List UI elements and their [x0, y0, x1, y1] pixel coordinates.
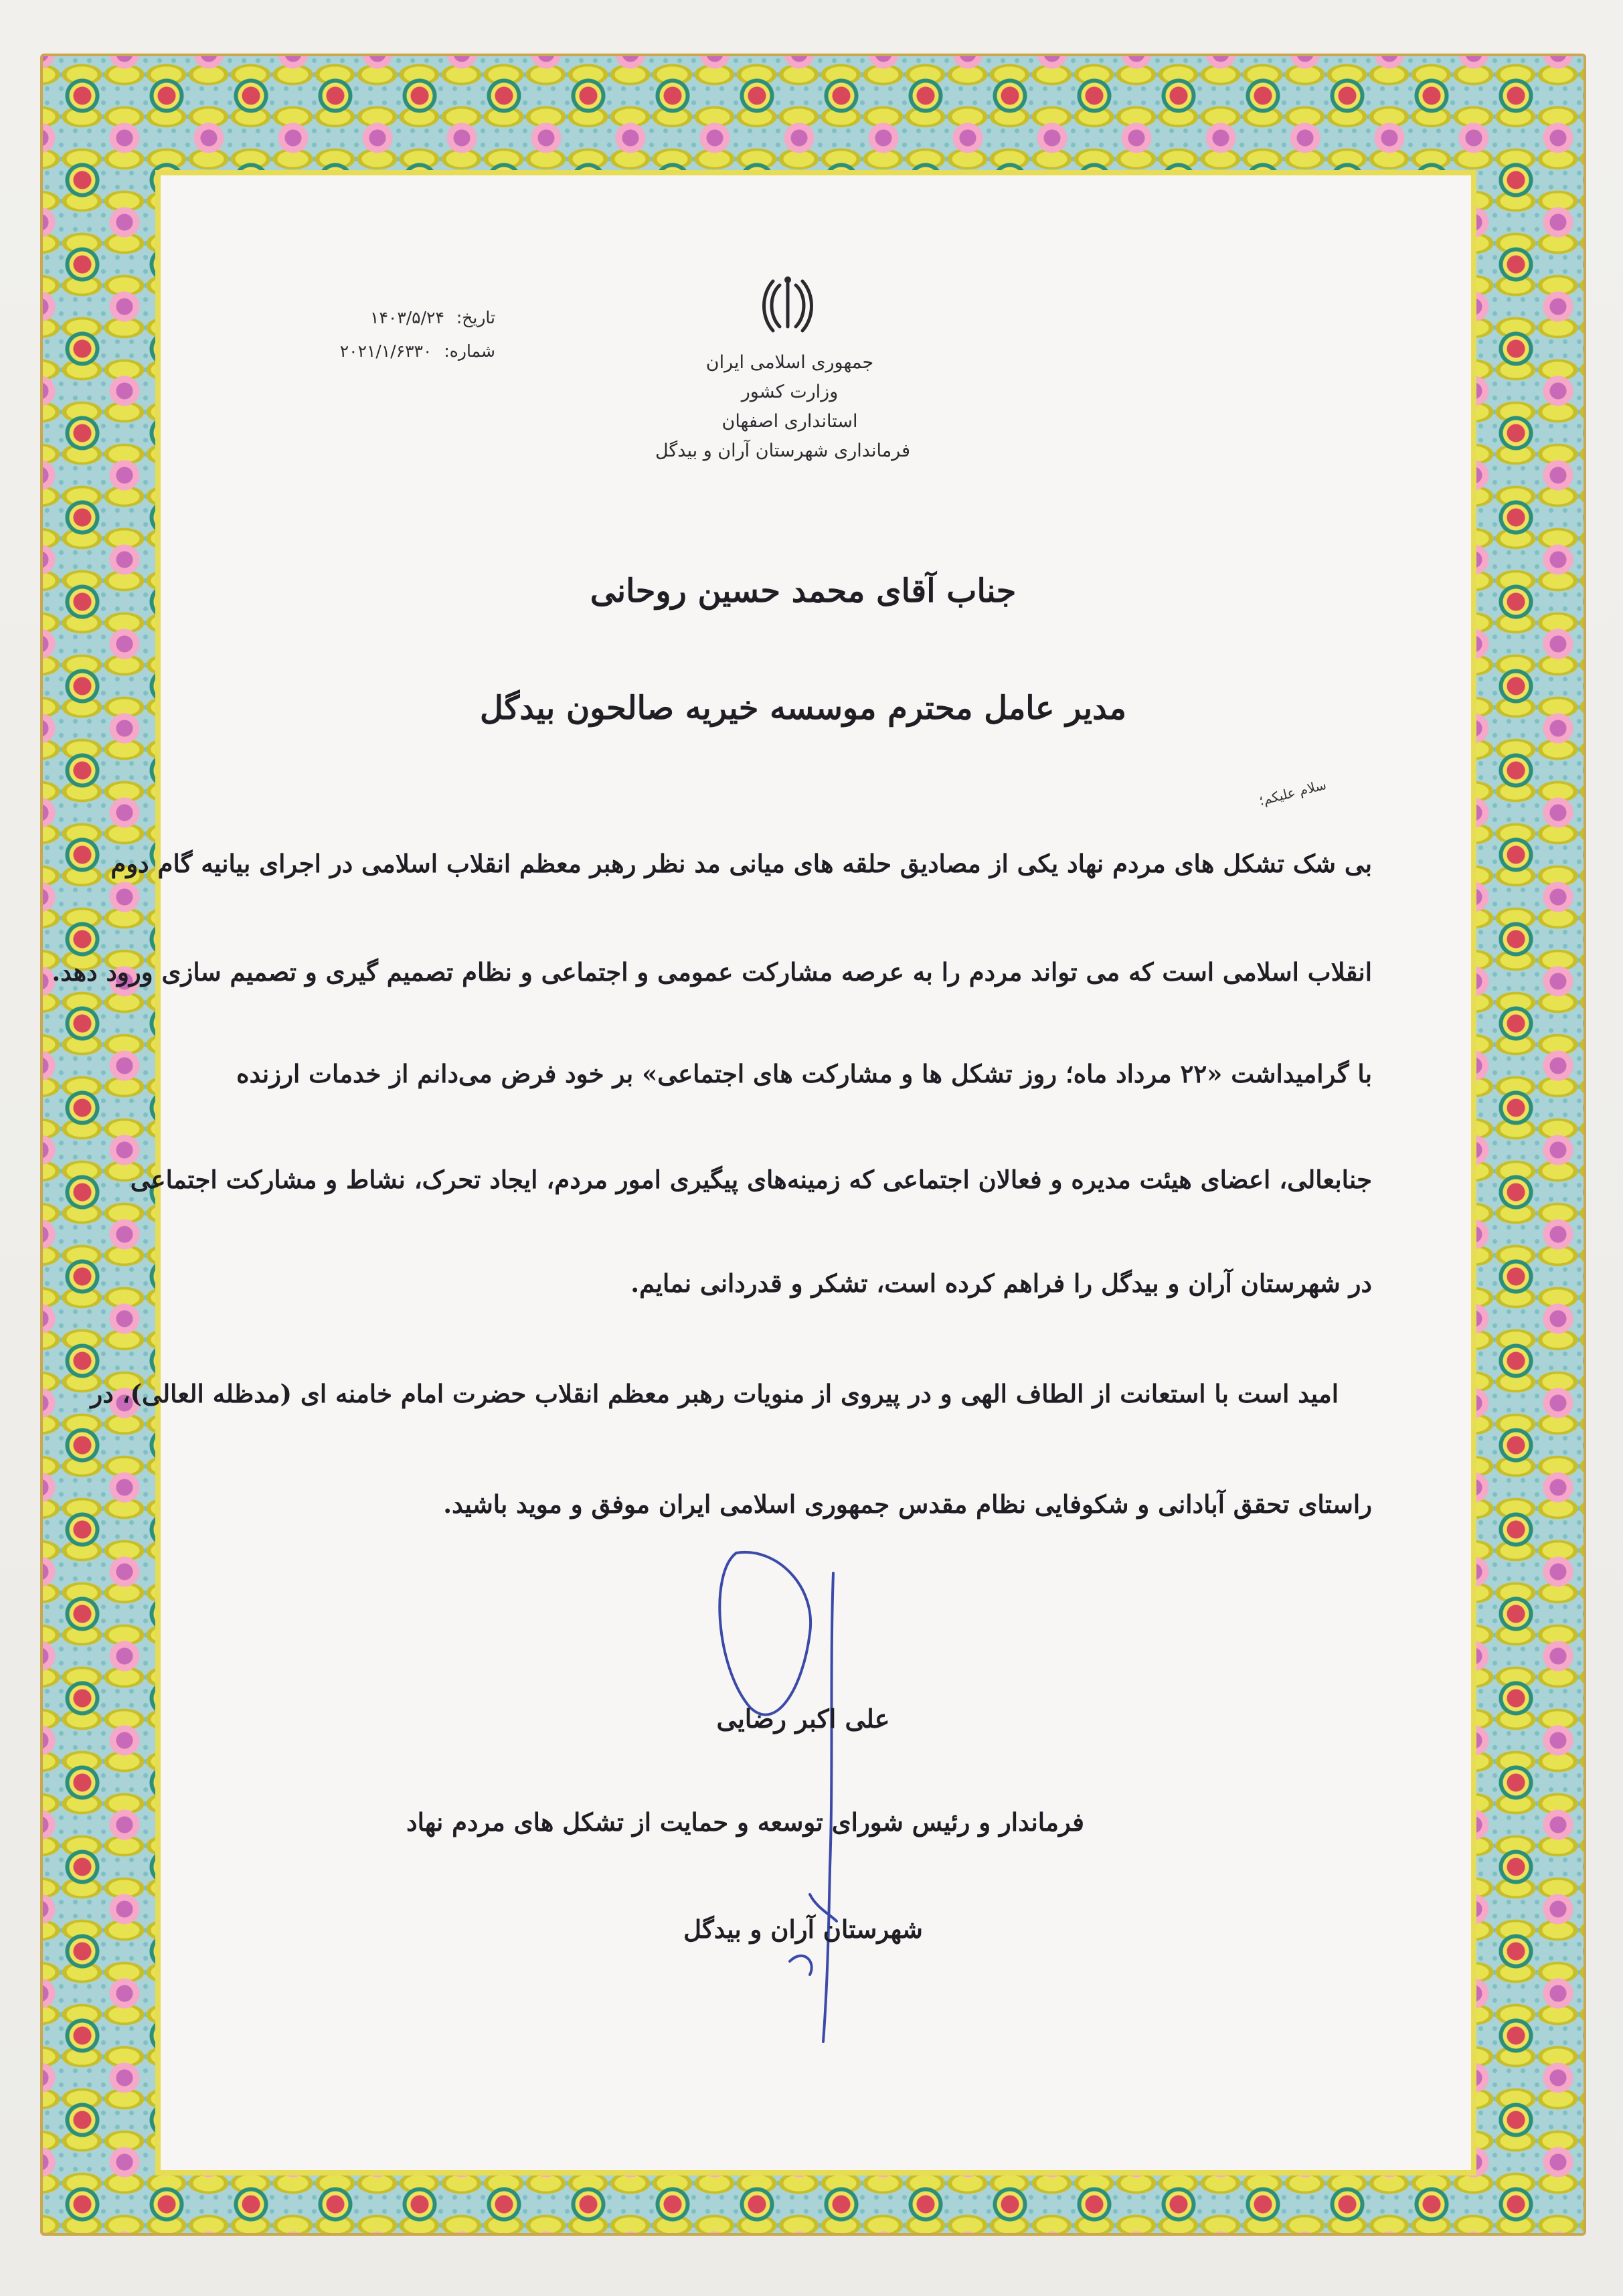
signer-title: فرماندار و رئیس شورای توسعه و حمایت از تشکل های مردم نهاد — [406, 1807, 1084, 1837]
date-row — [294, 301, 495, 335]
signer-county: شهرستان آران و بیدگل — [683, 1914, 923, 1944]
issuing-authority-header — [655, 348, 910, 466]
body-line-4: جنابعالی، اعضای هیئت مدیره و فعالان اجتماعی که زمینه‌های پیگیری امور مردم، ایجاد تحرک، نشاط و مشارکت اجتماعی — [130, 1165, 1372, 1194]
date-label: تاریخ: — [456, 308, 495, 327]
body-line-5: در شهرستان آران و بیدگل را فراهم کرده است، تشکر و قدردانی نمایم. — [630, 1268, 1372, 1298]
number-value: ۲۰۲۱/۱/۶۳۳۰ — [339, 341, 432, 361]
salutation: سلام علیکم؛ — [1257, 776, 1329, 809]
iran-emblem-icon — [760, 274, 816, 336]
body-line-6: امید است با استعانت از الطاف الهی و در پیروی از منویات رهبر معظم انقلاب حضرت امام خامنه ای (مدظله العالی)، در — [90, 1379, 1339, 1408]
date-value: ۱۴۰۳/۵/۲۴ — [370, 308, 444, 327]
letter-meta — [294, 301, 495, 368]
addressee-name: جناب آقای محمد حسین روحانی — [590, 572, 1017, 610]
header-line-ministry: وزارت کشور — [741, 382, 839, 402]
body-line-3: با گرامیداشت «۲۲ مرداد ماه؛ روز تشکل ها و مشارکت های اجتماعی» بر خود فرض می‌دانم از خدمات ارزنده — [236, 1059, 1372, 1088]
header-line-country: جمهوری اسلامی ایران — [705, 352, 874, 373]
handwritten-signature — [696, 1533, 870, 2055]
body-line-7: راستای تحقق آبادانی و شکوفایی نظام مقدس جمهوری اسلامی ایران موفق و موید باشید. — [443, 1489, 1372, 1519]
addressee-position: مدیر عامل محترم موسسه خیریه صالحون بیدگل — [479, 689, 1127, 727]
number-label: شماره: — [444, 341, 495, 361]
body-line-2: انقلاب اسلامی است که می تواند مردم را به عرصه مشارکت عمومی و اجتماعی و نظام تصمیم گیری و تصمیم سازی ورود دهد. — [52, 957, 1372, 987]
body-line-1: بی شک تشکل های مردم نهاد یکی از مصادیق حلقه های میانی مد نظر رهبر معظم انقلاب اسلامی در اجرای بیانیه گام دوم — [110, 849, 1372, 878]
signer-name: علی اکبر رضایی — [716, 1704, 890, 1734]
header-line-governorate: فرمانداری شهرستان آران و بیدگل — [655, 440, 910, 461]
header-line-province: استانداری اصفهان — [721, 411, 858, 432]
number-row — [294, 335, 495, 368]
